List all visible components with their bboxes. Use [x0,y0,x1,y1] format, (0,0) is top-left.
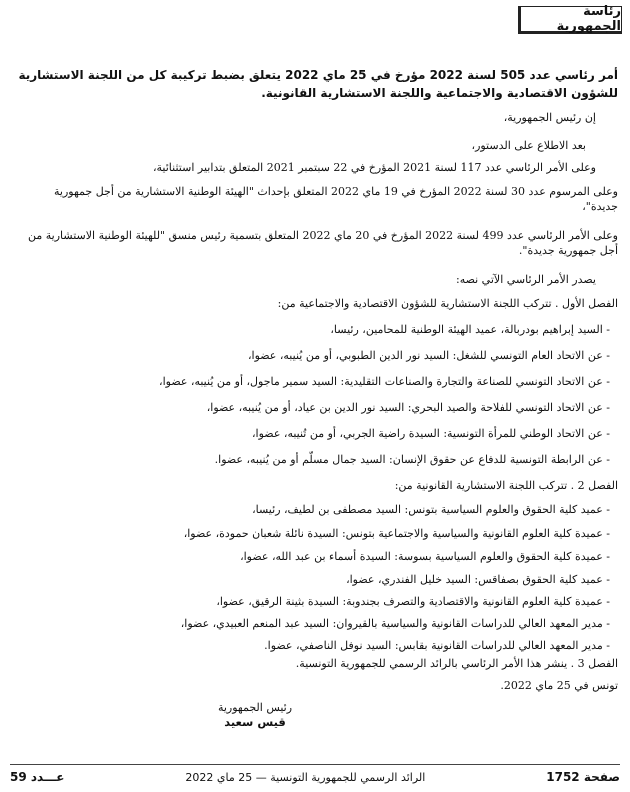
issues-line: يصدر الأمر الرئاسي الآتي نصه: [455,273,596,286]
signature-title: رئيس الجمهورية [217,701,293,714]
article-2-heading: الفصل 2 . تتركب اللجنة الاستشارية القانونية من: [394,479,618,492]
article-2-member: - عميد كلية الحقوق بصفاقس: السيد خليل الفندري، عضوا، [346,573,610,586]
signature-block [200,700,310,730]
visa-decree-499: وعلى الأمر الرئاسي عدد 499 لسنة 2022 المؤرخ في 20 ماي 2022 المتعلق بتسمية رئيس منسق "للهيئة الوطنية الاستشارية من أجل جمهورية جديدة". [28,229,618,257]
place-date: تونس في 25 ماي 2022. [500,679,618,692]
article-1-member: - السيد إبراهيم بودربالة، عميد الهيئة الوطنية للمحامين، رئيسا، [330,323,610,336]
article-2-member: - مدير المعهد العالي للدراسات القانونية والسياسية بالقيروان: السيد عبد المنعم العبيدي، عضوا، [180,617,610,630]
article-2-member: - عميدة كلية العلوم القانونية والسياسية والاجتماعية بتونس: السيدة نائلة شعبان حمودة، عضوا، [183,527,610,540]
journal-title: الرائد الرسمي للجمهورية التونسية — 25 ماي 2022 [185,770,426,784]
article-2-member: - عميدة كلية العلوم القانونية والاقتصادية والتصرف بجندوبة: السيدة بثينة الرقيق، عضوا، [216,595,610,608]
article-1-member: - عن الاتحاد التونسي للصناعة والتجارة والصناعات التقليدية: السيد سمير ماجول، أو من يُنيبه، عضوا، [159,375,610,388]
article-1-member: - عن الاتحاد العام التونسي للشغل: السيد نور الدين الطبوبي، أو من يُنيبه، عضوا، [247,349,610,362]
article-1-heading: الفصل الأول . تتركب اللجنة الاستشارية للشؤون الاقتصادية والاجتماعية من: [277,297,618,310]
decree-title: أمر رئاسي عدد 505 لسنة 2022 مؤرخ في 25 ماي 2022 يتعلق بضبط تركيبة كل من اللجنة الاستشارية للشؤون الاقتصادية والاجتماعية واللجنة الاستشارية القانونية. [18,68,618,100]
decree-intro: إن رئيس الجمهورية، [503,111,596,124]
issue-number: عـــدد 59 [10,770,65,784]
article-1-member: - عن الاتحاد الوطني للمرأة التونسية: السيدة راضية الجربي، أو من تُنيبه، عضوا، [252,427,610,440]
visa-decree-30: وعلى المرسوم عدد 30 لسنة 2022 المؤرخ في 19 ماي 2022 المتعلق بإحداث "الهيئة الوطنية الاستشارية من أجل جمهورية جديدة"، [54,185,618,213]
article-1-member: - عن الاتحاد التونسي للفلاحة والصيد البحري: السيد نور الدين بن عياد، أو من يُنيبه، عضوا، [206,401,610,414]
page-number: صفحة 1752 [546,770,620,784]
visa-constitution: بعد الاطلاع على الدستور، [471,139,586,152]
page-footer [10,764,620,787]
visa-decree-117: وعلى الأمر الرئاسي عدد 117 لسنة 2021 المؤرخ في 22 سبتمبر 2021 المتعلق بتدابير استثنائية، [152,161,596,174]
article-2-member: - عميدة كلية الحقوق والعلوم السياسية بسوسة: السيدة أسماء بن عبد الله، عضوا، [240,550,610,563]
signature-name: قيس سعيد [224,715,286,729]
article-3: الفصل 3 . ينشر هذا الأمر الرئاسي بالرائد الرسمي للجمهورية التونسية. [295,657,618,670]
article-1-member: - عن الرابطة التونسية للدفاع عن حقوق الإنسان: السيد جمال مسلّم أو من يُنيبه، عضوا. [214,453,610,466]
article-2-member: - مدير المعهد العالي للدراسات القانونية بقابس: السيد نوفل الناصفي، عضوا. [264,639,610,652]
article-2-member: - عميد كلية الحقوق والعلوم السياسية بتونس: السيد مصطفى بن لطيف، رئيسا، [252,503,610,516]
header-label: رئاسة الجمهورية [518,6,622,34]
